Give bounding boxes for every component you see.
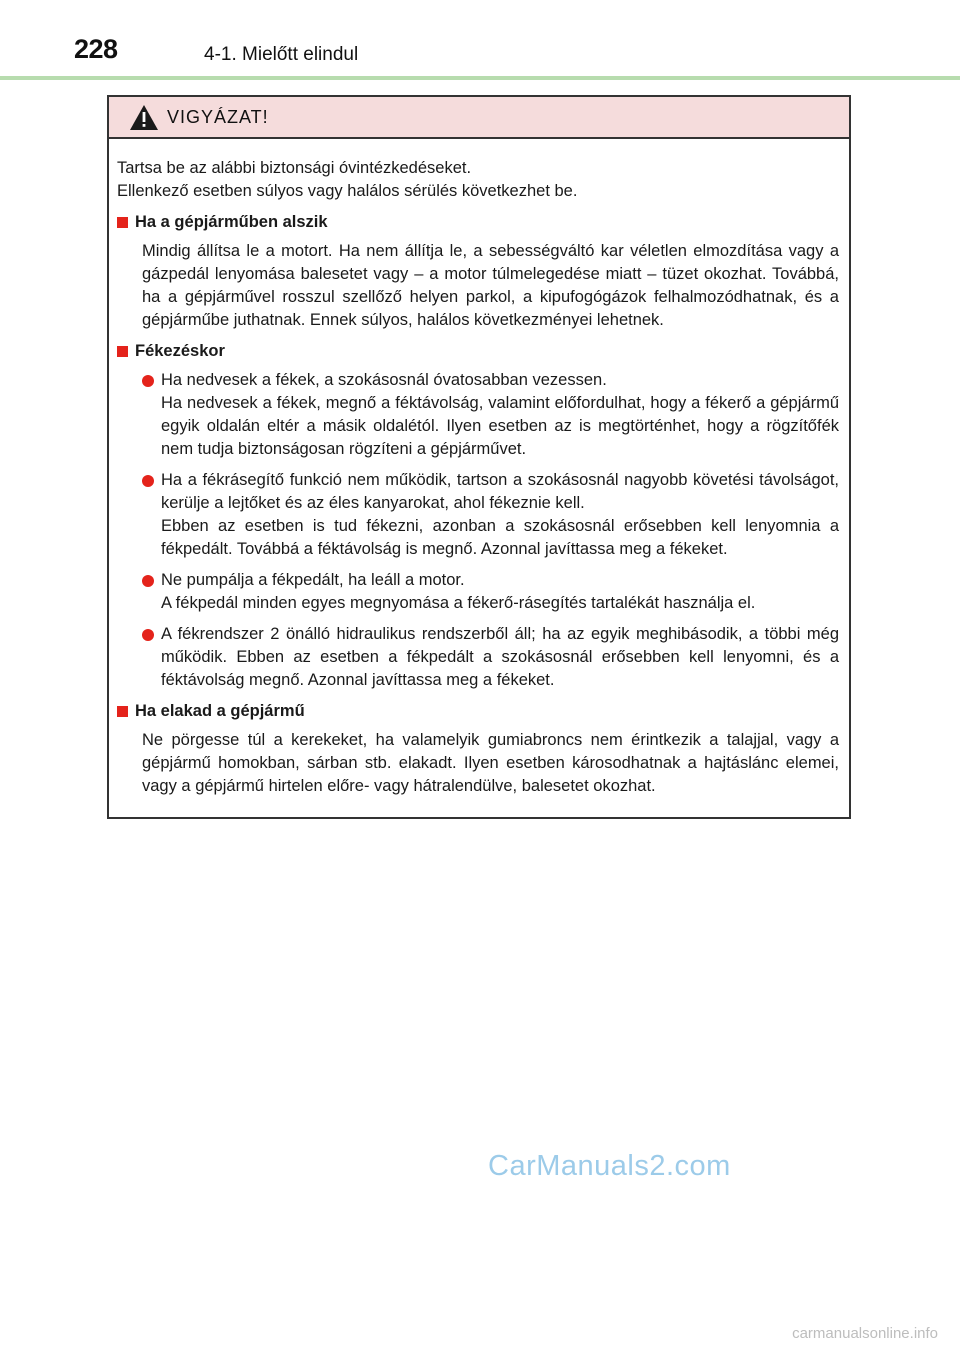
list-item-lead: Ne pumpálja a fékpedált, ha leáll a motor.	[161, 571, 465, 589]
list-item	[142, 623, 839, 692]
section-title: 4-1. Mielőtt elindul	[204, 44, 359, 65]
warning-intro	[117, 157, 839, 203]
section-paragraph: Mindig állítsa le a motort. Ha nem állítja le, a sebességváltó kar véletlen elmozdítása vagy a gázpedál lenyomása balesetet vagy – a motor túlmelegedése miatt – tüzet okozhat. Továbbá, ha a gépjárművel rosszul szellőző helyen parkol, a kipufogógázok felhalmozódhatnak, és a gépjárműbe juthatnak. Ennek súlyos, halálos következményei lehetnek.	[142, 242, 839, 329]
round-bullet-icon	[142, 575, 154, 587]
page-number: 228	[74, 34, 118, 64]
section-heading-braking	[117, 340, 839, 363]
warning-title: VIGYÁZAT!	[167, 106, 269, 127]
list-item-lead: Ha a fékrásegítő funkció nem működik, tartson a szokásosnál nagyobb követési távolságot, kerülje a lejtőket és az éles kanyarokat, ahol fékeznie kell.	[161, 471, 839, 512]
list-item	[142, 569, 839, 615]
warning-triangle-icon	[129, 104, 159, 131]
round-bullet-icon	[142, 475, 154, 487]
square-bullet-icon	[117, 706, 128, 717]
round-bullet-icon	[142, 375, 154, 387]
warning-body	[109, 139, 849, 798]
list-item-lead: A fékrendszer 2 önálló hidraulikus rendszerből áll; ha az egyik meghibásodik, a többi még működik. Ebben az esetben a fékpedált a szokásosnál erősebben kell lenyomni, és a féktávolság megnő. Azonnal javíttassa meg a fékeket.	[161, 625, 839, 689]
page-header	[0, 0, 960, 80]
list-item	[142, 469, 839, 561]
list-item-detail: Ha nedvesek a fékek, megnő a féktávolság, valamint előfordulhat, hogy a fékerő a gépjármű egyik oldalán eltér a másik oldalétól. Ilyen esetben az is megtörténhet, hogy a rögzítőfék nem tudja biztonságosan rögzíteni a gépjárművet.	[161, 394, 839, 458]
list-item-lead: Ha nedvesek a fékek, a szokásosnál óvatosabban vezessen.	[161, 371, 607, 389]
list-item-detail: A fékpedál minden egyes megnyomása a fékerő-rásegítés tartalékát használja el.	[161, 594, 756, 612]
warning-box	[107, 95, 851, 819]
footer-watermark: carmanualsonline.info	[792, 1325, 938, 1342]
square-bullet-icon	[117, 217, 128, 228]
square-bullet-icon	[117, 346, 128, 357]
intro-line: Tartsa be az alábbi biztonsági óvintézkedéseket.	[117, 159, 472, 177]
section-heading-sleeping	[117, 211, 839, 234]
section-heading-text: Ha elakad a gépjármű	[135, 702, 305, 720]
warning-header	[109, 97, 849, 139]
section-heading-text: Ha a gépjárműben alszik	[135, 213, 328, 231]
watermark-logo: CarManuals2.com	[488, 1150, 731, 1182]
round-bullet-icon	[142, 629, 154, 641]
list-item	[142, 369, 839, 461]
intro-line: Ellenkező esetben súlyos vagy halálos sérülés következhet be.	[117, 182, 578, 200]
section-heading-stuck	[117, 700, 839, 723]
section-heading-text: Fékezéskor	[135, 342, 225, 360]
section-paragraph: Ne pörgesse túl a kerekeket, ha valamelyik gumiabroncs nem érintkezik a talajjal, vagy a gépjármű homokban, sárban stb. elakadt. Ilyen esetben károsodhatnak a hajtáslánc elemei, vagy a gépjármű hirtelen előre- vagy hátralendülve, balesetet okozhat.	[142, 731, 839, 795]
header-rule	[0, 76, 960, 80]
list-item-detail: Ebben az esetben is tud fékezni, azonban a szokásosnál erősebben kell lenyomnia a fékpedált. Továbbá a féktávolság is megnő. Azonnal javíttassa meg a fékeket.	[161, 517, 839, 558]
